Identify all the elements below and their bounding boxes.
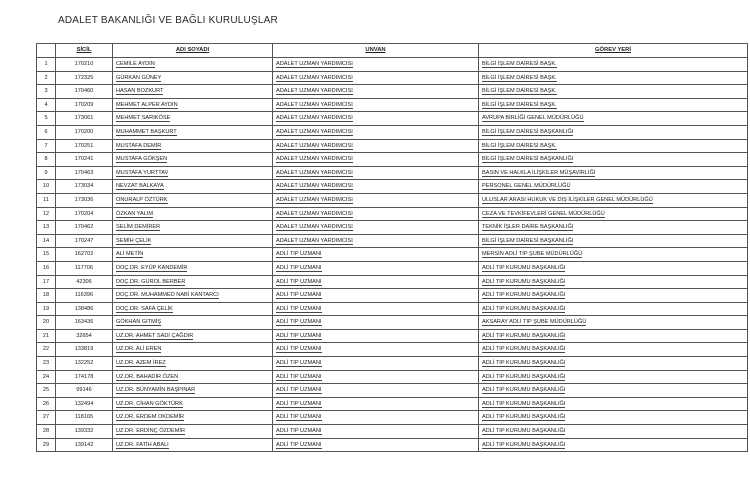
unvan-cell	[273, 207, 479, 221]
gorev-cell	[479, 411, 748, 425]
table-row	[37, 139, 748, 153]
gorev-cell	[479, 397, 748, 411]
sicil-cell: 170460	[56, 85, 113, 99]
unvan-cell-text: ADLİ TIP UZMANI	[276, 360, 322, 367]
unvan-cell	[273, 357, 479, 371]
name-cell-text: CEMİLE AYDIN	[116, 61, 155, 67]
sicil-cell: 173034	[56, 180, 113, 194]
row-number: 3	[37, 85, 56, 99]
row-number: 6	[37, 125, 56, 139]
unvan-cell	[273, 275, 479, 289]
name-cell-text: UZ.DR. ERDİNÇ ÖZDEMİR	[116, 428, 185, 435]
name-cell-text: HASAN BOZKURT	[116, 88, 164, 95]
name-cell	[113, 139, 273, 153]
header-unvan: UNVAN	[273, 44, 479, 58]
row-number: 13	[37, 221, 56, 235]
table-row	[37, 234, 748, 248]
name-cell	[113, 384, 273, 398]
name-cell	[113, 71, 273, 85]
name-cell	[113, 357, 273, 371]
unvan-cell-text: ADALET UZMAN YARDIMCISI	[276, 101, 353, 108]
row-number: 11	[37, 193, 56, 207]
table-row	[37, 397, 748, 411]
sicil-cell: 132494	[56, 397, 113, 411]
table-row	[37, 438, 748, 452]
gorev-cell	[479, 166, 748, 180]
header-name: ADI SOYADI	[113, 44, 273, 58]
unvan-cell	[273, 234, 479, 248]
table-row	[37, 125, 748, 139]
table-body	[37, 58, 748, 452]
name-cell	[113, 58, 273, 72]
unvan-cell-text: ADALET UZMAN YARDIMCISI	[276, 61, 353, 67]
table-row	[37, 221, 748, 235]
sicil-cell: 32654	[56, 329, 113, 343]
table-row	[37, 329, 748, 343]
row-number: 26	[37, 397, 56, 411]
gorev-cell	[479, 180, 748, 194]
gorev-cell-text: ADLİ TIP KURUMU BAŞKANLIĞI	[482, 387, 566, 394]
unvan-cell-text: ADLİ TIP UZMANI	[276, 428, 322, 435]
gorev-cell-text: BİLGİ İŞLEM DAİRESİ BAŞK.	[482, 142, 557, 149]
name-cell-text: UZ.DR. ERDEM OKDEMİR	[116, 414, 185, 421]
unvan-cell-text: ADLİ TIP UZMANI	[276, 251, 322, 258]
table-row	[37, 58, 748, 72]
unvan-cell	[273, 98, 479, 112]
gorev-cell-text: BİLGİ İŞLEM DAİRESİ BAŞKANLIĞI	[482, 128, 574, 135]
gorev-cell-text: ADLİ TIP KURUMU BAŞKANLIĞI	[482, 428, 566, 435]
name-cell-text: UZ.DR. BÜNYAMİN BAŞPINAR	[116, 387, 196, 394]
unvan-cell-text: ADALET UZMAN YARDIMCISI	[276, 88, 353, 95]
sicil-cell: 132252	[56, 357, 113, 371]
unvan-cell-text: ADLİ TIP UZMANI	[276, 387, 322, 394]
name-cell-text: UZ.DR. AZEM İREZ	[116, 360, 166, 367]
sicil-cell: 42306	[56, 275, 113, 289]
unvan-cell-text: ADALET UZMAN YARDIMCISI	[276, 169, 353, 176]
table-row	[37, 153, 748, 167]
gorev-cell-text: MERSİN ADLİ TIP ŞUBE MÜDÜRLÜĞÜ	[482, 251, 583, 258]
unvan-cell-text: ADLİ TIP UZMANI	[276, 441, 322, 448]
gorev-cell	[479, 139, 748, 153]
gorev-cell	[479, 261, 748, 275]
gorev-cell-text: BİLGİ İŞLEM DAİRESİ BAŞK.	[482, 61, 557, 67]
gorev-cell	[479, 384, 748, 398]
table-row	[37, 316, 748, 330]
unvan-cell	[273, 425, 479, 439]
unvan-cell	[273, 289, 479, 303]
table-row	[37, 384, 748, 398]
unvan-cell-text: ADALET UZMAN YARDIMCISI	[276, 183, 353, 190]
unvan-cell	[273, 316, 479, 330]
sicil-cell: 170251	[56, 139, 113, 153]
unvan-cell-text: ADALET UZMAN YARDIMCISI	[276, 128, 353, 135]
gorev-cell-text: ADLİ TIP KURUMU BAŞKANLIĞI	[482, 332, 566, 339]
name-cell-text: UZ.DR. CİHAN GÖKTÜRK	[116, 400, 183, 407]
sicil-cell: 170204	[56, 207, 113, 221]
sicil-cell: 139332	[56, 425, 113, 439]
gorev-cell	[479, 153, 748, 167]
gorev-cell	[479, 193, 748, 207]
gorev-cell	[479, 248, 748, 262]
gorev-cell-text: BASIN VE HALKLA İLİŞKİLER MÜŞAVİRLİĞİ	[482, 169, 596, 176]
unvan-cell	[273, 58, 479, 72]
gorev-cell	[479, 221, 748, 235]
gorev-cell	[479, 125, 748, 139]
name-cell	[113, 289, 273, 303]
name-cell-text: GÜRKAN GÜNEY	[116, 74, 162, 81]
row-number: 29	[37, 438, 56, 452]
name-cell	[113, 207, 273, 221]
table-row	[37, 98, 748, 112]
unvan-cell	[273, 261, 479, 275]
row-number: 21	[37, 329, 56, 343]
row-number: 7	[37, 139, 56, 153]
name-cell	[113, 411, 273, 425]
unvan-cell-text: ADALET UZMAN YARDIMCISI	[276, 196, 353, 203]
sicil-cell: 163436	[56, 316, 113, 330]
row-number: 25	[37, 384, 56, 398]
unvan-cell-text: ADALET UZMAN YARDIMCISI	[276, 115, 353, 122]
gorev-cell	[479, 329, 748, 343]
name-cell-text: SEMİH ÇELİK	[116, 237, 152, 244]
unvan-cell-text: ADLİ TIP UZMANI	[276, 278, 322, 285]
gorev-cell-text: ADLİ TIP KURUMU BAŞKANLIĞI	[482, 292, 566, 299]
unvan-cell	[273, 370, 479, 384]
table-row	[37, 289, 748, 303]
name-cell	[113, 425, 273, 439]
row-number: 1	[37, 58, 56, 72]
gorev-cell-text: ADLİ TIP KURUMU BAŞKANLIĞI	[482, 414, 566, 421]
name-cell	[113, 275, 273, 289]
name-cell-text: UZ.DR. BAHADIR ÖZEN	[116, 373, 179, 380]
table-row	[37, 302, 748, 316]
table-row	[37, 71, 748, 85]
unvan-cell	[273, 112, 479, 126]
row-number: 28	[37, 425, 56, 439]
unvan-cell-text: ADLİ TIP UZMANI	[276, 332, 322, 339]
name-cell-text: NEVZAT BALKAYA	[116, 183, 164, 190]
row-number: 17	[37, 275, 56, 289]
name-cell	[113, 98, 273, 112]
unvan-cell-text: ADALET UZMAN YARDIMCISI	[276, 156, 353, 163]
table-row	[37, 180, 748, 194]
gorev-cell	[479, 71, 748, 85]
name-cell	[113, 329, 273, 343]
name-cell	[113, 221, 273, 235]
unvan-cell-text: ADLİ TIP UZMANI	[276, 346, 322, 353]
sicil-cell: 133819	[56, 343, 113, 357]
unvan-cell	[273, 85, 479, 99]
gorev-cell-text: BİLGİ İŞLEM DAİRESİ BAŞKANLIĞI	[482, 237, 574, 244]
unvan-cell	[273, 166, 479, 180]
personnel-table	[36, 43, 748, 452]
sicil-cell: 170463	[56, 166, 113, 180]
row-number: 24	[37, 370, 56, 384]
gorev-cell	[479, 438, 748, 452]
gorev-cell	[479, 98, 748, 112]
name-cell	[113, 166, 273, 180]
gorev-cell-text: ADLİ TIP KURUMU BAŞKANLIĞI	[482, 441, 566, 448]
table-row	[37, 411, 748, 425]
gorev-cell	[479, 357, 748, 371]
sicil-cell: 174178	[56, 370, 113, 384]
unvan-cell	[273, 125, 479, 139]
sicil-cell: 116396	[56, 289, 113, 303]
row-number: 19	[37, 302, 56, 316]
name-cell	[113, 302, 273, 316]
name-cell	[113, 316, 273, 330]
name-cell	[113, 180, 273, 194]
sicil-cell: 170247	[56, 234, 113, 248]
sicil-cell: 99146	[56, 384, 113, 398]
sicil-cell: 138486	[56, 302, 113, 316]
gorev-cell-text: PERSONEL GENEL MÜDÜRLÜĞÜ	[482, 183, 571, 190]
unvan-cell	[273, 329, 479, 343]
gorev-cell	[479, 302, 748, 316]
name-cell-text: MUHAMMET BAŞKURT	[116, 128, 177, 135]
sicil-cell: 170462	[56, 221, 113, 235]
gorev-cell-text: ULUSLAR ARASI HUKUK VE DIŞ İLİŞKİLER GENEL MÜDÜRLÜĞÜ	[482, 196, 653, 203]
unvan-cell-text: ADLİ TIP UZMANI	[276, 292, 322, 299]
name-cell-text: MUSTAFA GÖKŞEN	[116, 156, 168, 163]
name-cell-text: DOÇ.DR. EYÜP KANDEMİR	[116, 264, 188, 271]
unvan-cell-text: ADALET UZMAN YARDIMCISI	[276, 210, 353, 217]
row-number: 18	[37, 289, 56, 303]
unvan-cell-text: ADLİ TIP UZMANI	[276, 414, 322, 421]
unvan-cell	[273, 248, 479, 262]
gorev-cell	[479, 207, 748, 221]
gorev-cell-text: CEZA VE TEVKİFEVLERİ GENEL MÜDÜRLÜĞÜ	[482, 210, 605, 217]
gorev-cell	[479, 58, 748, 72]
unvan-cell-text: ADALET UZMAN YARDIMCISI	[276, 74, 353, 81]
sicil-cell: 170209	[56, 98, 113, 112]
unvan-cell	[273, 343, 479, 357]
gorev-cell-text: ADLİ TIP KURUMU BAŞKANLIĞI	[482, 400, 566, 407]
table-header-row	[37, 44, 748, 58]
unvan-cell-text: ADLİ TIP UZMANI	[276, 373, 322, 380]
sicil-cell: 172325	[56, 71, 113, 85]
row-number: 4	[37, 98, 56, 112]
name-cell-text: DOÇ.DR. MUHAMMED NABİ KANTARCI	[116, 292, 219, 299]
gorev-cell-text: ADLİ TIP KURUMU BAŞKANLIĞI	[482, 278, 566, 285]
row-number: 23	[37, 357, 56, 371]
name-cell	[113, 370, 273, 384]
unvan-cell	[273, 193, 479, 207]
gorev-cell	[479, 370, 748, 384]
gorev-cell-text: ADLİ TIP KURUMU BAŞKANLIĞI	[482, 346, 566, 353]
gorev-cell-text: ADLİ TIP KURUMU BAŞKANLIĞI	[482, 305, 566, 312]
sicil-cell: 139142	[56, 438, 113, 452]
table-row	[37, 85, 748, 99]
gorev-cell	[479, 425, 748, 439]
name-cell-text: ONURALP ÖZTÜRK	[116, 196, 168, 203]
table-row	[37, 248, 748, 262]
name-cell	[113, 261, 273, 275]
gorev-cell-text: ADLİ TIP KURUMU BAŞKANLIĞI	[482, 264, 566, 271]
name-cell	[113, 234, 273, 248]
gorev-cell-text: BİLGİ İŞLEM DAİRESİ BAŞK.	[482, 101, 557, 108]
row-number: 14	[37, 234, 56, 248]
unvan-cell	[273, 139, 479, 153]
document-title: ADALET BAKANLIĞI VE BAĞLI KURULUŞLAR	[58, 15, 278, 26]
table-row	[37, 166, 748, 180]
gorev-cell-text: AVRUPA BİRLİĞİ GENEL MÜDÜRLÜĞÜ	[482, 115, 584, 122]
gorev-cell-text: BİLGİ İŞLEM DAİRESİ BAŞK.	[482, 88, 557, 95]
row-number: 2	[37, 71, 56, 85]
name-cell-text: MEHMET ALPER AYDIN	[116, 101, 178, 108]
gorev-cell-text: AKSARAY ADLİ TIP ŞUBE MÜDÜRLÜĞÜ	[482, 319, 587, 326]
header-sicil: SİCİL	[56, 44, 113, 58]
gorev-cell	[479, 275, 748, 289]
name-cell	[113, 193, 273, 207]
row-number: 22	[37, 343, 56, 357]
name-cell-text: MUSTAFA DEMİR	[116, 142, 162, 149]
unvan-cell-text: ADLİ TIP UZMANI	[276, 264, 322, 271]
name-cell	[113, 397, 273, 411]
unvan-cell	[273, 411, 479, 425]
name-cell-text: UZ.DR. FATİH ABALI	[116, 441, 169, 448]
row-number: 20	[37, 316, 56, 330]
name-cell	[113, 438, 273, 452]
table-row	[37, 207, 748, 221]
name-cell	[113, 125, 273, 139]
sicil-cell: 173036	[56, 193, 113, 207]
row-number: 9	[37, 166, 56, 180]
gorev-cell	[479, 85, 748, 99]
unvan-cell	[273, 221, 479, 235]
row-number: 8	[37, 153, 56, 167]
unvan-cell-text: ADLİ TIP UZMANI	[276, 400, 322, 407]
table-row	[37, 261, 748, 275]
row-number: 16	[37, 261, 56, 275]
table-row	[37, 425, 748, 439]
table-row	[37, 370, 748, 384]
unvan-cell	[273, 302, 479, 316]
unvan-cell	[273, 180, 479, 194]
unvan-cell	[273, 438, 479, 452]
header-number	[37, 44, 56, 58]
gorev-cell-text: ADLİ TIP KURUMU BAŞKANLIĞI	[482, 373, 566, 380]
unvan-cell-text: ADALET UZMAN YARDIMCISI	[276, 224, 353, 231]
unvan-cell-text: ADLİ TIP UZMANI	[276, 319, 322, 326]
table-row	[37, 275, 748, 289]
row-number: 27	[37, 411, 56, 425]
table-row	[37, 343, 748, 357]
sicil-cell: 118165	[56, 411, 113, 425]
name-cell	[113, 343, 273, 357]
gorev-cell	[479, 316, 748, 330]
gorev-cell	[479, 343, 748, 357]
table-row	[37, 357, 748, 371]
name-cell-text: MEHMET SARIKÖSE	[116, 115, 171, 122]
sicil-cell: 173061	[56, 112, 113, 126]
name-cell-text: SELİM DEMİRER	[116, 224, 161, 231]
name-cell	[113, 85, 273, 99]
name-cell-text: ALİ METİN	[116, 251, 144, 258]
name-cell-text: UZ.DR. ALİ EREN	[116, 346, 162, 353]
unvan-cell	[273, 153, 479, 167]
gorev-cell	[479, 112, 748, 126]
unvan-cell-text: ADALET UZMAN YARDIMCISI	[276, 142, 353, 149]
sicil-cell: 162702	[56, 248, 113, 262]
table-row	[37, 193, 748, 207]
header-gorev: GÖREV YERİ	[479, 44, 748, 58]
name-cell-text: UZ.DR. AHMET SADİ ÇAĞDIR	[116, 332, 194, 339]
gorev-cell	[479, 234, 748, 248]
gorev-cell	[479, 289, 748, 303]
sicil-cell: 170200	[56, 125, 113, 139]
row-number: 15	[37, 248, 56, 262]
gorev-cell-text: TEKNİK İŞLER DAİRE BAŞKANLIĞI	[482, 224, 574, 231]
name-cell-text: ÖZKAN YALIM	[116, 210, 154, 217]
sicil-cell: 170210	[56, 58, 113, 72]
row-number: 5	[37, 112, 56, 126]
gorev-cell-text: BİLGİ İŞLEM DAİRESİ BAŞK.	[482, 74, 557, 81]
name-cell	[113, 248, 273, 262]
row-number: 12	[37, 207, 56, 221]
name-cell-text: DOÇ.DR. SAFA ÇELİK	[116, 305, 173, 312]
name-cell-text: MUSTAFA YURTTAV	[116, 169, 169, 176]
unvan-cell-text: ADALET UZMAN YARDIMCISI	[276, 237, 353, 244]
name-cell-text: DOÇ.DR. GÜROL BERBER	[116, 278, 186, 285]
name-cell-text: GÖKHAN GİTMİŞ	[116, 319, 162, 326]
unvan-cell	[273, 384, 479, 398]
gorev-cell-text: BİLGİ İŞLEM DAİRESİ BAŞKANLIĞI	[482, 156, 574, 163]
row-number: 10	[37, 180, 56, 194]
sicil-cell: 117706	[56, 261, 113, 275]
unvan-cell	[273, 397, 479, 411]
name-cell	[113, 153, 273, 167]
unvan-cell-text: ADLİ TIP UZMANI	[276, 305, 322, 312]
table-row	[37, 112, 748, 126]
gorev-cell-text: ADLİ TIP KURUMU BAŞKANLIĞI	[482, 360, 566, 367]
name-cell	[113, 112, 273, 126]
sicil-cell: 170241	[56, 153, 113, 167]
unvan-cell	[273, 71, 479, 85]
